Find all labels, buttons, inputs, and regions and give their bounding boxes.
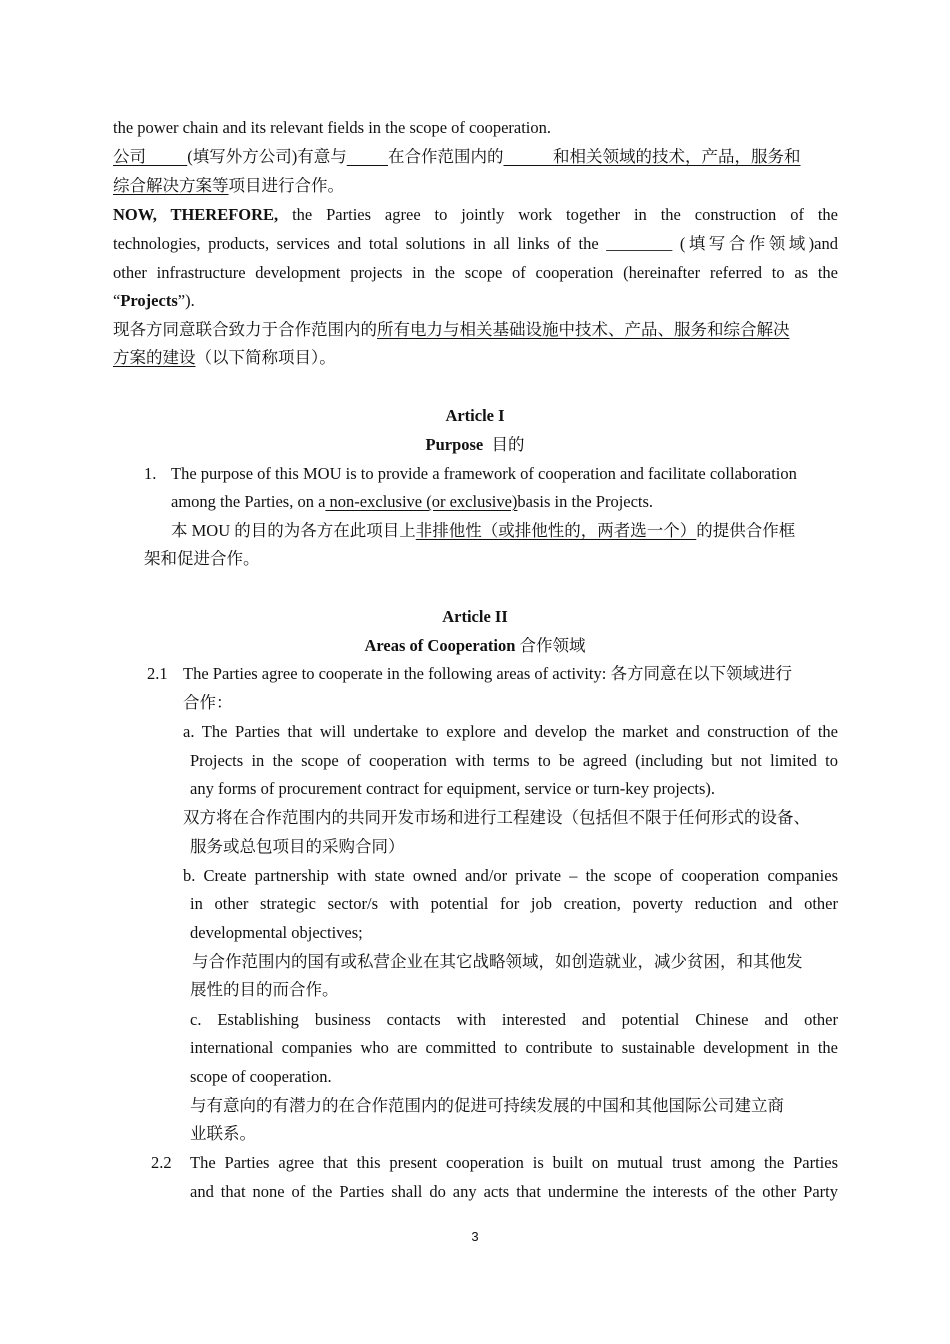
intro-cn-text: 在合作范围内的: [388, 147, 504, 166]
underlined-text: 非排他性（或排他性的，两者选一个）: [415, 521, 697, 540]
underlined-text: 方案的建设: [113, 348, 196, 367]
partner-blank: [347, 147, 388, 166]
item-b-line: in other strategic sector/s with potential for job creation, poverty reduction and other: [190, 894, 838, 913]
projects-term: Projects: [120, 291, 178, 310]
item-a-cn-line: 双方将在合作范围内的共同开发市场和进行工程建设（包括但不限于任何形式的设备、: [183, 808, 810, 827]
clause-cn-line: [113, 348, 336, 368]
item-b-line: developmental objectives;: [190, 923, 363, 942]
paragraph-text: basis in the Projects.: [517, 492, 654, 511]
clause-cn-line: [113, 320, 838, 340]
intro-cn-text: 项目进行合作。: [228, 176, 344, 195]
paragraph-line: [171, 492, 653, 512]
article-heading: Article I: [445, 406, 505, 425]
quote-mark: ”).: [177, 291, 195, 310]
article-title: [0, 435, 950, 455]
article-title-cn: 合作领域: [519, 636, 586, 655]
paragraph-cn-text: 的提供合作框: [696, 521, 796, 540]
clause-line: technologies, products, services and total solutions in all links of the ________ (填写合作领域)and: [113, 234, 838, 253]
clause-line: [113, 291, 195, 311]
underlined-text: 综合解决方案等: [113, 176, 229, 195]
field-blank: 和相关领域的技术，产品，服务和: [553, 147, 801, 166]
intro-cn-text: 有意与: [297, 147, 347, 166]
clause-text: the Parties agree to jointly work together in the construction of the: [278, 205, 838, 224]
paragraph-line: 合作：: [183, 693, 233, 712]
intro-line: the power chain and its relevant fields in the scope of cooperation.: [113, 118, 552, 137]
item-b-cn-line: 展性的目的而合作。: [190, 980, 339, 999]
section-number: 2.1: [147, 664, 168, 683]
now-therefore-label: NOW, THEREFORE,: [113, 205, 279, 224]
item-c-line: international companies who are committed to contribute to sustainable development in the: [190, 1038, 838, 1057]
now-therefore-line: [113, 205, 838, 225]
item-c-cn-line: 业联系。: [190, 1124, 256, 1143]
item-c-line: c. Establishing business contacts with interested and potential Chinese and other: [190, 1010, 838, 1029]
underlined-text: non-exclusive (or exclusive): [325, 492, 518, 511]
article-title-cn: 目的: [491, 435, 525, 454]
paragraph-line: The purpose of this MOU is to provide a framework of cooperation and facilitate collaboration: [171, 464, 797, 483]
paragraph-cn-text: 本 MOU 的目的为各方在此项目上: [171, 521, 416, 540]
item-b-line: b. Create partnership with state owned and/or private – the scope of cooperation companies: [183, 866, 838, 885]
item-c-cn-line: 与有意向的有潜力的在合作范围内的促进可持续发展的中国和其他国际公司建立商: [190, 1096, 784, 1115]
item-a-line: Projects in the scope of cooperation with terms to be agreed (including but not limited to: [190, 751, 838, 770]
item-a-cn-line: 服务或总包项目的采购合同）: [190, 837, 405, 856]
paragraph-text: among the Parties, on a: [171, 492, 326, 511]
paragraph-line: The Parties agree that this present cooperation is built on mutual trust among the Parties: [190, 1153, 838, 1172]
underlined-text: 所有电力与相关基础设施中技术、产品、服务和综合解决: [377, 320, 790, 339]
item-c-line: scope of cooperation.: [190, 1067, 332, 1086]
article-title-en: Purpose: [425, 435, 484, 454]
article-heading: Article II: [442, 607, 508, 626]
item-a-line: any forms of procurement contract for equipment, service or turn-key projects).: [190, 779, 716, 798]
intro-cn-line: [113, 176, 344, 196]
paragraph-cn-line: [171, 521, 838, 541]
item-b-cn-line: 与合作范围内的国有或私营企业在其它战略领域，如创造就业，减少贫困，和其他发: [192, 952, 803, 971]
article-title-en: Areas of Cooperation: [364, 636, 516, 655]
paragraph-line: The Parties agree to cooperate in the following areas of activity: 各方同意在以下领域进行: [183, 664, 792, 683]
company-blank: 公司: [113, 147, 146, 166]
fill-hint: (填写外方公司): [187, 147, 298, 166]
paragraph-cn-line: 架和促进合作。: [144, 549, 260, 568]
intro-cn-line: [113, 147, 838, 167]
clause-cn-text: （以下简称项目）。: [195, 348, 336, 367]
article-title: [0, 636, 950, 656]
quote-mark: “: [113, 291, 121, 310]
page-number: 3: [471, 1229, 479, 1244]
clause-cn-text: 现各方同意联合致力于合作范围内的: [113, 320, 377, 339]
clause-line: other infrastructure development projects in the scope of cooperation (hereinafter referred to as the: [113, 263, 838, 282]
list-number: 1.: [144, 464, 157, 483]
paragraph-line: and that none of the Parties shall do any acts that undermine the interests of the other Party: [190, 1182, 838, 1201]
item-a-line: a. The Parties that will undertake to explore and develop the market and construction of the: [183, 722, 838, 741]
section-number: 2.2: [151, 1153, 172, 1172]
